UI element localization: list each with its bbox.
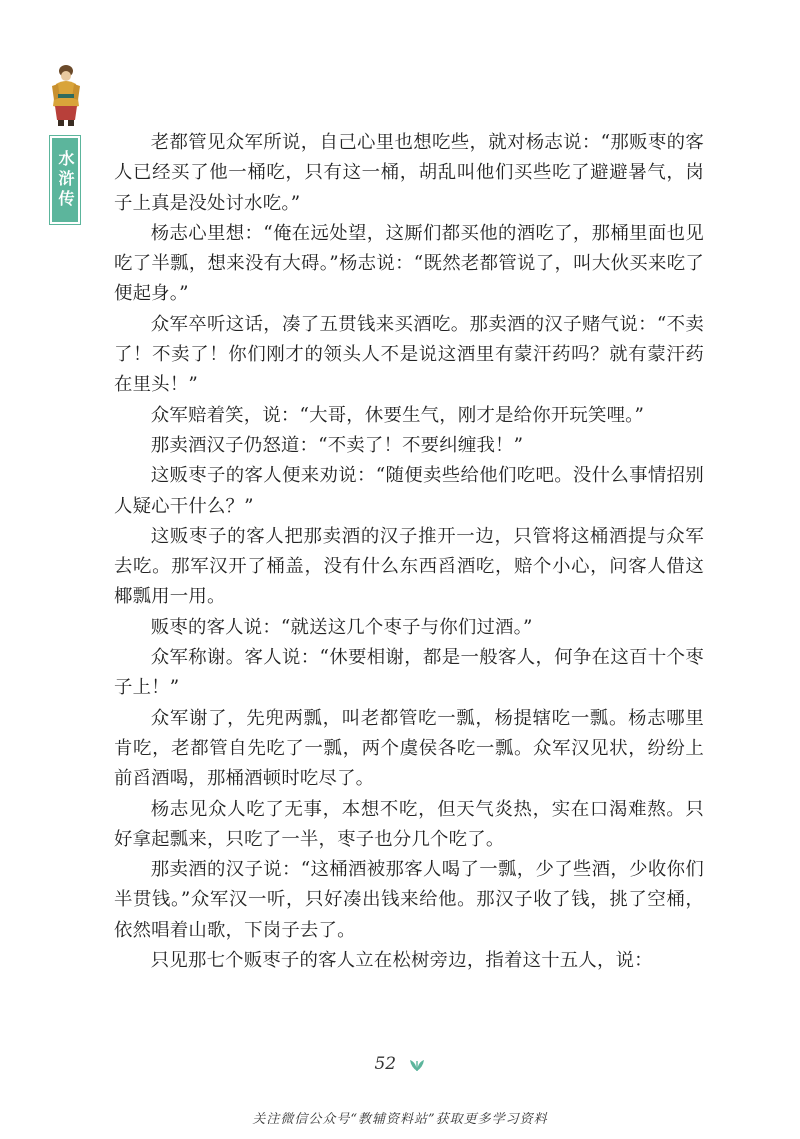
footer-note: 关注微信公众号“教辅资料站”获取更多学习资料: [252, 1112, 548, 1127]
paragraph-10: 众军谢了，先兜两瓢，叫老都管吃一瓢，杨提辖吃一瓢。杨志哪里肯吃，老都管自先吃了一瓢，两个虞侯各吃一瓢。众军汉见状，纷纷上前舀酒喝，那桶酒顿时吃尽了。: [114, 707, 704, 790]
story-body: [114, 128, 704, 976]
paragraph-7: 这贩枣子的客人把那卖酒的汉子推开一边，只管将这桶酒提与众军去吃。那军汉开了桶盖，没有什么东西舀酒吃，赔个小心，问客人借这椰瓢用一用。: [114, 525, 704, 608]
book-title-text: 水浒传: [56, 150, 75, 210]
paragraph-3: 众军卒听这话，凑了五贯钱来买酒吃。那卖酒的汉子赌气说：“不卖了！不卖了！你们刚才的领头人不是说这酒里有蒙汗药吗？就有蒙汗药在里头！”: [114, 313, 704, 396]
page-footer: [0, 1054, 800, 1074]
paragraph-13: 只见那七个贩枣子的客人立在松树旁边，指着这十五人，说：: [150, 950, 653, 972]
paragraph-12: 那卖酒的汉子说：“这桶酒被那客人喝了一瓢，少了些酒，少收你们半贯钱。”众军汉一听，只好凑出钱来给他。那汉子收了钱，挑了空桶，依然唱着山歌，下岗子去了。: [114, 859, 704, 941]
paragraph-2: 杨志心里想：“俺在远处望，这厮们都买他的酒吃了，那桶里面也见吃了半瓢，想来没有大碍。”杨志说：“既然老都管说了，叫大伙买来吃了便起身。”: [114, 222, 704, 305]
paragraph-9: 众军称谢。客人说：“休要相谢，都是一般客人，何争在这百十个枣子上！”: [114, 647, 704, 699]
page-number: 52: [374, 1054, 397, 1074]
paragraph-5: 那卖酒汉子仍怒道：“不卖了！不要纠缠我！”: [150, 434, 524, 456]
paragraph-6: 这贩枣子的客人便来劝说：“随便卖些给他们吃吧。没什么事情招别人疑心干什么？”: [114, 465, 704, 517]
paragraph-8: 贩枣的客人说：“就送这几个枣子与你们过酒。”: [150, 616, 533, 638]
paragraph-1: 老都管见众军所说，自己心里也想吃些，就对杨志说：“那贩枣的客人已经买了他一桶吃，只有这一桶，胡乱叫他们买些吃了避避暑气，岗子上真是没处讨水吃。”: [114, 132, 704, 214]
warrior-figure-icon: [46, 62, 86, 128]
paragraph-4: 众军赔着笑，说：“大哥，休要生气，刚才是给你开玩笑哩。”: [150, 404, 645, 426]
book-title-tab: [50, 136, 80, 224]
leaf-icon: [408, 1058, 426, 1072]
paragraph-11: 杨志见众人吃了无事，本想不吃，但天气炎热，实在口渴难熬。只好拿起瓢来，只吃了一半，枣子也分几个吃了。: [114, 798, 704, 850]
